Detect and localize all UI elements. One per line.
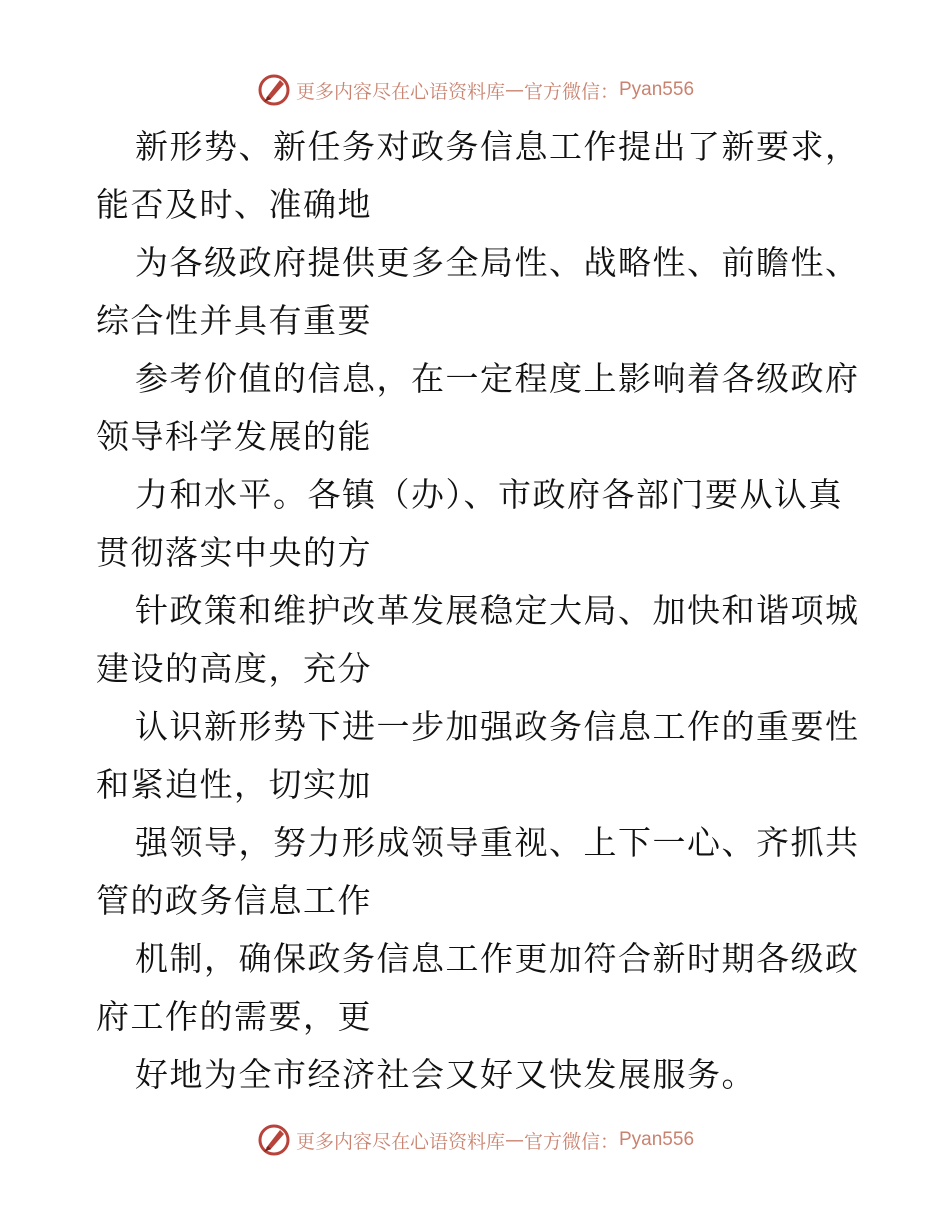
text-line: 建设的高度，充分 <box>96 649 372 688</box>
header-watermark <box>0 70 950 110</box>
watermark-suffix: 官方微信： <box>523 80 619 103</box>
document-body <box>96 118 860 1104</box>
text-line: 能否及时、准确地 <box>96 185 372 224</box>
watermark-text: 更多内容尽在心语资料库 <box>295 80 505 103</box>
text-line: 府工作的需要，更 <box>96 997 372 1036</box>
text-line: 强领导，努力形成领导重视、上下一心、齐抓共 <box>135 823 860 862</box>
pen-circle-logo-icon <box>256 1122 292 1158</box>
text-line: 为各级政府提供更多全局性、战略性、前瞻性、 <box>135 243 860 282</box>
text-line: 好地为全市经济社会又好又快发展服务。 <box>135 1055 756 1094</box>
text-line: 和紧迫性，切实加 <box>96 765 372 804</box>
text-line: 管的政务信息工作 <box>96 881 372 920</box>
text-line: 认识新形势下进一步加强政务信息工作的重要性 <box>135 707 860 746</box>
watermark-wechat-id: Pyan556 <box>619 79 695 100</box>
watermark-suffix: 官方微信： <box>523 1130 619 1153</box>
text-line: 针政策和维护改革发展稳定大局、加快和谐项城 <box>135 591 860 630</box>
watermark-wechat-id: Pyan556 <box>619 1129 695 1150</box>
text-line: 综合性并具有重要 <box>96 301 372 340</box>
text-line: 贯彻落实中央的方 <box>96 533 372 572</box>
text-line: 力和水平。各镇（办）、市政府各部门要从认真 <box>135 475 843 514</box>
pen-circle-logo-icon <box>256 72 292 108</box>
text-line: 新形势、新任务对政务信息工作提出了新要求， <box>135 127 860 166</box>
watermark-text: 更多内容尽在心语资料库 <box>295 1130 505 1153</box>
text-line: 机制，确保政务信息工作更加符合新时期各级政 <box>135 939 860 978</box>
text-line: 参考价值的信息，在一定程度上影响着各级政府 <box>135 359 860 398</box>
watermark-separator: — <box>504 79 524 101</box>
footer-watermark <box>0 1120 950 1160</box>
watermark-separator: — <box>504 1129 524 1151</box>
text-line: 领导科学发展的能 <box>96 417 372 456</box>
